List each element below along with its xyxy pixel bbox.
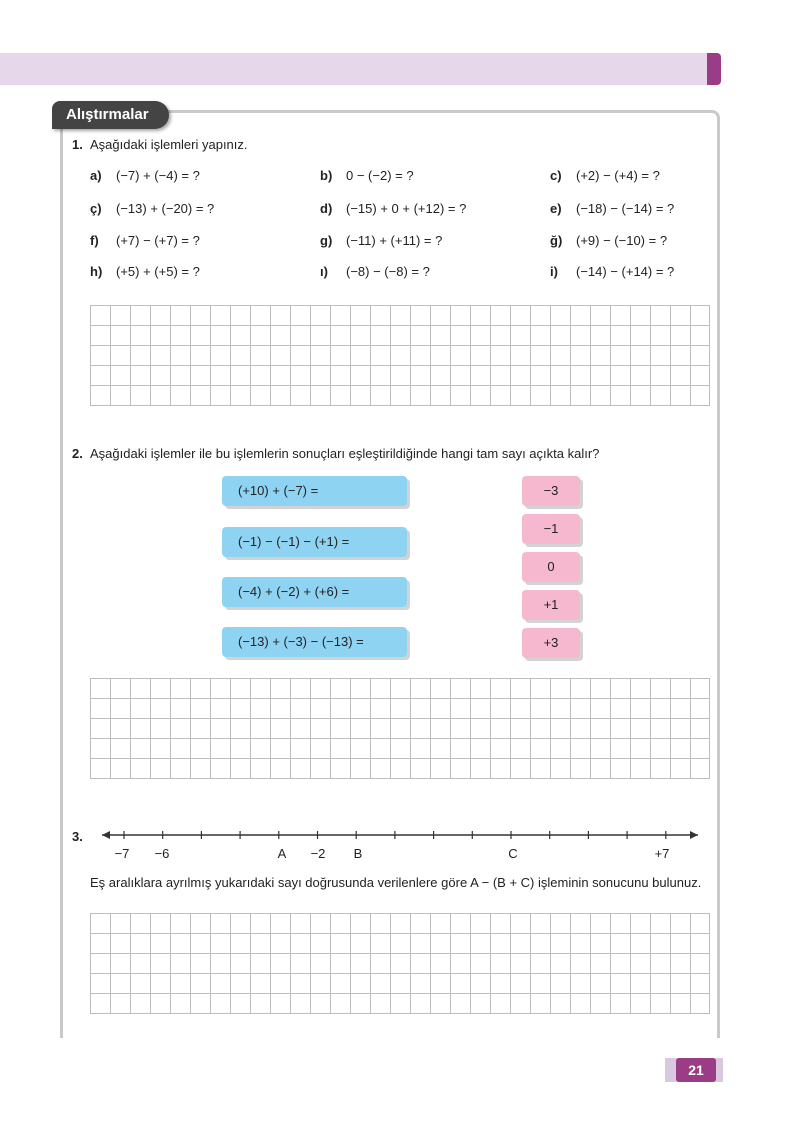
- operation-box-3[interactable]: (−4) + (−2) + (+6) =: [222, 577, 407, 607]
- q3-number: 3.: [72, 829, 83, 844]
- number-line-label-minus7: −7: [114, 846, 130, 861]
- q1-item-b: b) 0 − (−2) = ?: [320, 168, 414, 183]
- number-line-label-a: A: [277, 846, 287, 861]
- q1-number: 1.: [72, 137, 83, 152]
- q2-number: 2.: [72, 446, 83, 461]
- q1-item-a: a) (−7) + (−4) = ?: [90, 168, 200, 183]
- number-line-right-arrow: [690, 831, 698, 839]
- q1-item-dotless-i: ı) (−8) − (−8) = ?: [320, 264, 430, 279]
- q1-item-c: c) (+2) − (+4) = ?: [550, 168, 660, 183]
- operation-box-1[interactable]: (+10) + (−7) =: [222, 476, 407, 506]
- q1-item-i: i) (−14) − (+14) = ?: [550, 264, 675, 279]
- q1-item-g: g) (−11) + (+11) = ?: [320, 233, 443, 248]
- operation-box-2[interactable]: (−1) − (−1) − (+1) =: [222, 527, 407, 557]
- q1-item-f: f) (+7) − (+7) = ?: [90, 233, 200, 248]
- q1-item-e: e) (−18) − (−14) = ?: [550, 201, 675, 216]
- page-number: 21: [676, 1058, 716, 1082]
- result-box-2[interactable]: −1: [522, 514, 580, 544]
- number-line-label-minus6: −6: [154, 846, 170, 861]
- result-box-3[interactable]: 0: [522, 552, 580, 582]
- q2-text: Aşağıdaki işlemler ile bu işlemlerin sonuçları eşleştirildiğinde hangi tam sayı açıkta kalır?: [90, 446, 600, 461]
- section-title: Alıştırmalar: [52, 101, 169, 129]
- number-line-label-plus7: +7: [654, 846, 670, 861]
- q1-text: Aşağıdaki işlemleri yapınız.: [90, 137, 248, 152]
- number-line-label-b: B: [353, 846, 363, 861]
- q3-answer-grid[interactable]: [90, 913, 710, 1014]
- operation-box-4[interactable]: (−13) + (−3) − (−13) =: [222, 627, 407, 657]
- result-box-1[interactable]: −3: [522, 476, 580, 506]
- number-line-left-arrow: [102, 831, 110, 839]
- q1-item-c-cedilla: ç) (−13) + (−20) = ?: [90, 201, 215, 216]
- q3-text: Eş aralıklara ayrılmış yukarıdaki sayı doğrusunda verilenlere göre A − (B + C) işleminin sonucunu bulunuz.: [90, 875, 702, 890]
- number-line-label-minus2: −2: [310, 846, 326, 861]
- q1-item-h: h) (+5) + (+5) = ?: [90, 264, 200, 279]
- q1-item-d: d) (−15) + 0 + (+12) = ?: [320, 201, 467, 216]
- result-box-4[interactable]: +1: [522, 590, 580, 620]
- q1-item-g-breve: ğ) (+9) − (−10) = ?: [550, 233, 668, 248]
- number-line-label-c: C: [508, 846, 518, 861]
- result-box-5[interactable]: +3: [522, 628, 580, 658]
